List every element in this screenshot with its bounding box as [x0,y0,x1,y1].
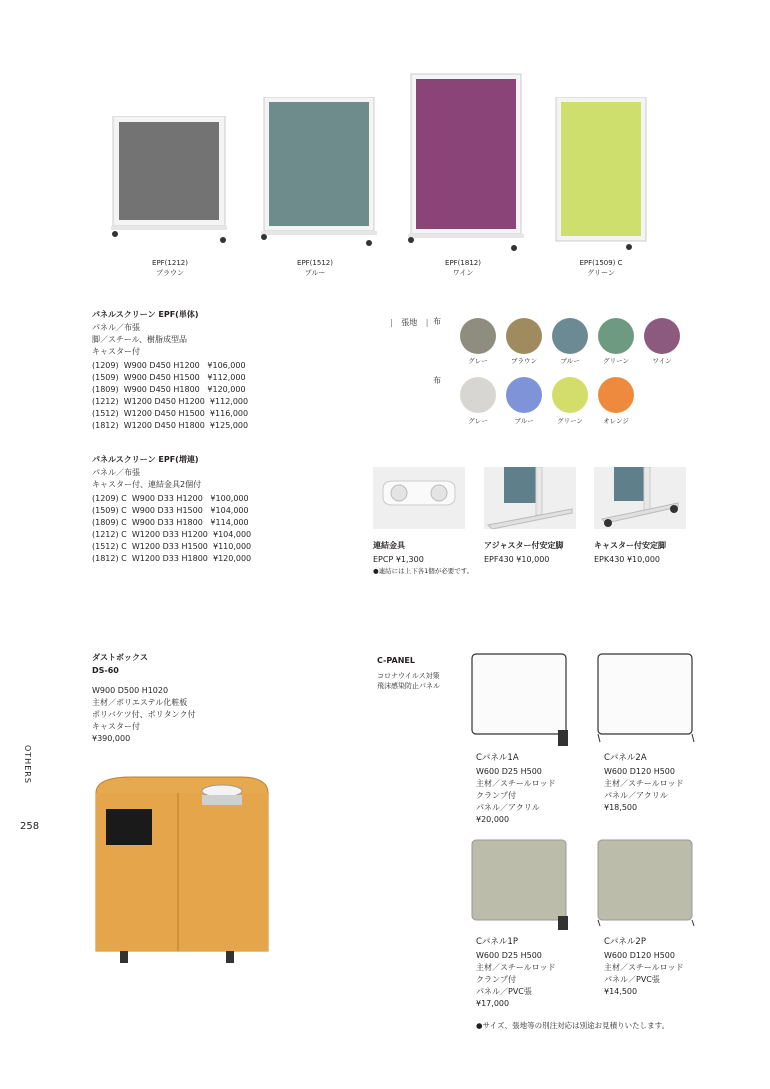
dustbox-illustration [92,773,277,973]
accessory-code: EPF430 ¥10,000 [484,555,550,564]
cpanel-image-2 [596,652,700,748]
fabric-header: | 張地 | [390,318,429,327]
dustbox-model: DS-60 [92,666,119,675]
connector-illustration [373,467,465,529]
dustbox-title: ダストボックス [92,653,148,662]
accessory-code: EPK430 ¥10,000 [594,555,661,564]
cpanel-line: 主材／スチールロッド [476,779,556,788]
cpanel-line: 主材／スチールロッド [604,963,684,972]
cpanel-2p-illustration [596,838,700,934]
cpanel-item-4 [604,937,724,998]
cpanel-item-name: Cパネル2P [604,937,646,947]
cpanel-line: クランプ付 [476,975,516,984]
cpanel-line: パネル／アクリル [604,791,668,800]
cpanel-sub2: 飛沫感染防止パネル [377,682,440,690]
dustbox-spec: ポリバケツ付、ポリタンク付 [92,710,196,719]
cpanel-item-2 [604,753,724,814]
cpanel-sub1: コロナウイルス対策 [377,672,440,680]
addon-row: (1812) C W1200 D33 H1800 ¥120,000 [92,554,252,563]
swatch-r2-3 [552,377,588,413]
cpanel-line: W600 D120 H500 [604,767,675,776]
cpanel-2a-illustration [596,652,700,748]
cpanel-line: ¥18,500 [604,803,638,812]
single-row: (1809) W900 D450 H1800 ¥120,000 [92,385,246,394]
cpanel-line: ¥14,500 [604,987,638,996]
swatch-name: グリーン [557,417,583,425]
single-title: パネルスクリーン EPF(単体) [92,310,199,319]
dustbox-spec: 主材／ポリエステル化粧板 [92,698,188,707]
swatch-r2-2 [506,377,542,413]
screen-image-3 [404,72,529,252]
cpanel-1a-illustration [470,652,574,748]
dustbox-spec: キャスター付 [92,722,140,731]
cpanel-item-name: Cパネル2A [604,753,647,763]
accessory-code: EPCP ¥1,300 [373,555,424,564]
accessory-photo-2 [484,467,576,529]
single-spec-3: キャスター付 [92,347,140,356]
addon-row: (1209) C W900 D33 H1200 ¥100,000 [92,494,249,503]
addon-title: パネルスクリーン EPF(増連) [92,455,199,464]
accessory-name: 連結金具 [373,541,405,550]
single-spec-block [92,309,352,432]
single-spec-1: パネル／布張 [92,323,140,332]
swatch-r1-4 [598,318,634,354]
cpanel-line: クランプ付 [476,791,516,800]
screen-image-2 [257,97,382,247]
addon-spec-2: キャスター付、連結金具2個付 [92,480,202,489]
cpanel-line: W600 D25 H500 [476,951,542,960]
addon-row: (1809) C W900 D33 H1800 ¥114,000 [92,518,249,527]
cpanel-image-3 [470,838,574,934]
cpanel-title: C-PANEL [377,656,415,665]
screen-caption-3: EPF(1812) ワイン [445,259,481,277]
cpanel-line: ¥17,000 [476,999,510,1008]
swatch-r1-3 [552,318,588,354]
accessory-name: キャスター付安定脚 [594,541,666,550]
swatch-name: ワイン [652,357,672,365]
dustbox-spec: ¥390,000 [92,734,131,743]
swatch-name: ブルー [514,417,534,425]
swatch-r1-5 [644,318,680,354]
cpanel-line: 主材／スチールロッド [604,779,684,788]
single-row: (1212) W1200 D450 H1200 ¥112,000 [92,397,249,406]
swatch-r1-2 [506,318,542,354]
section-side-label: OTHERS [23,745,32,784]
adjuster-foot-illustration [484,467,576,529]
cpanel-1p-illustration [470,838,574,934]
accessory-photo-1 [373,467,465,529]
single-row: (1812) W1200 D450 H1800 ¥125,000 [92,421,249,430]
panel-screen-1-illustration [106,116,231,246]
panel-screen-2-illustration [257,97,382,247]
swatch-r2-1 [460,377,496,413]
cpanel-line: パネル／PVC張 [476,987,532,996]
swatch-name: グレー [468,417,488,425]
accessory-name: アジャスター付安定脚 [484,541,564,550]
cpanel-line: W600 D120 H500 [604,951,675,960]
panel-screen-4-illustration [553,97,648,252]
cpanel-line: 主材／スチールロッド [476,963,556,972]
accessory-3 [594,540,704,566]
swatch-r2-4 [598,377,634,413]
cpanel-intro [377,655,467,691]
accessory-1 [373,540,483,576]
screen-image-1 [106,116,231,246]
swatch-name: オレンジ [603,417,629,425]
accessory-note: ●連結には上下各1個が必要です。 [373,567,474,575]
screen-caption-4: EPF(1509) C グリーン [579,259,623,277]
cpanel-item-3 [476,937,596,1010]
cpanel-item-name: Cパネル1P [476,937,518,947]
fabric-label-1: 布 [433,317,441,326]
single-row: (1509) W900 D450 H1500 ¥112,000 [92,373,246,382]
cpanel-line: パネル／PVC張 [604,975,660,984]
cpanel-image-4 [596,838,700,934]
single-row: (1209) W900 D450 H1200 ¥106,000 [92,361,246,370]
screen-image-4 [553,97,648,252]
swatch-name: グレー [468,357,488,365]
cpanel-line: W600 D25 H500 [476,767,542,776]
cpanel-line: ¥20,000 [476,815,510,824]
cpanel-line: パネル／アクリル [476,803,540,812]
addon-row: (1212) C W1200 D33 H1200 ¥104,000 [92,530,252,539]
dustbox-block [92,652,292,745]
swatch-r1-1 [460,318,496,354]
cpanel-item-name: Cパネル1A [476,753,519,763]
addon-row: (1512) C W1200 D33 H1500 ¥110,000 [92,542,252,551]
addon-spec-1: パネル／布張 [92,468,140,477]
panel-screen-3-illustration [404,72,529,252]
cpanel-footnote: ●サイズ、張地等の別注対応は別途お見積りいたします。 [476,1021,670,1030]
fabric-label-2: 布 [433,376,441,385]
swatch-name: ブルー [560,357,580,365]
page-number: 258 [20,821,40,832]
addon-spec-block [92,454,362,565]
single-row: (1512) W1200 D450 H1500 ¥116,000 [92,409,249,418]
swatch-name: グリーン [603,357,629,365]
cpanel-image-1 [470,652,574,748]
cpanel-item-1 [476,753,596,826]
dustbox-spec: W900 D500 H1020 [92,686,169,695]
accessory-2 [484,540,594,566]
dustbox-image [92,773,277,973]
accessory-photo-3 [594,467,686,529]
caster-foot-illustration [594,467,686,529]
swatch-name: ブラウン [511,357,537,365]
single-spec-2: 脚／スチール、樹脂成型品 [92,335,188,344]
addon-row: (1509) C W900 D33 H1500 ¥104,000 [92,506,249,515]
screen-caption-2: EPF(1512) ブルー [297,259,333,277]
screen-caption-1: EPF(1212) ブラウン [152,259,188,277]
